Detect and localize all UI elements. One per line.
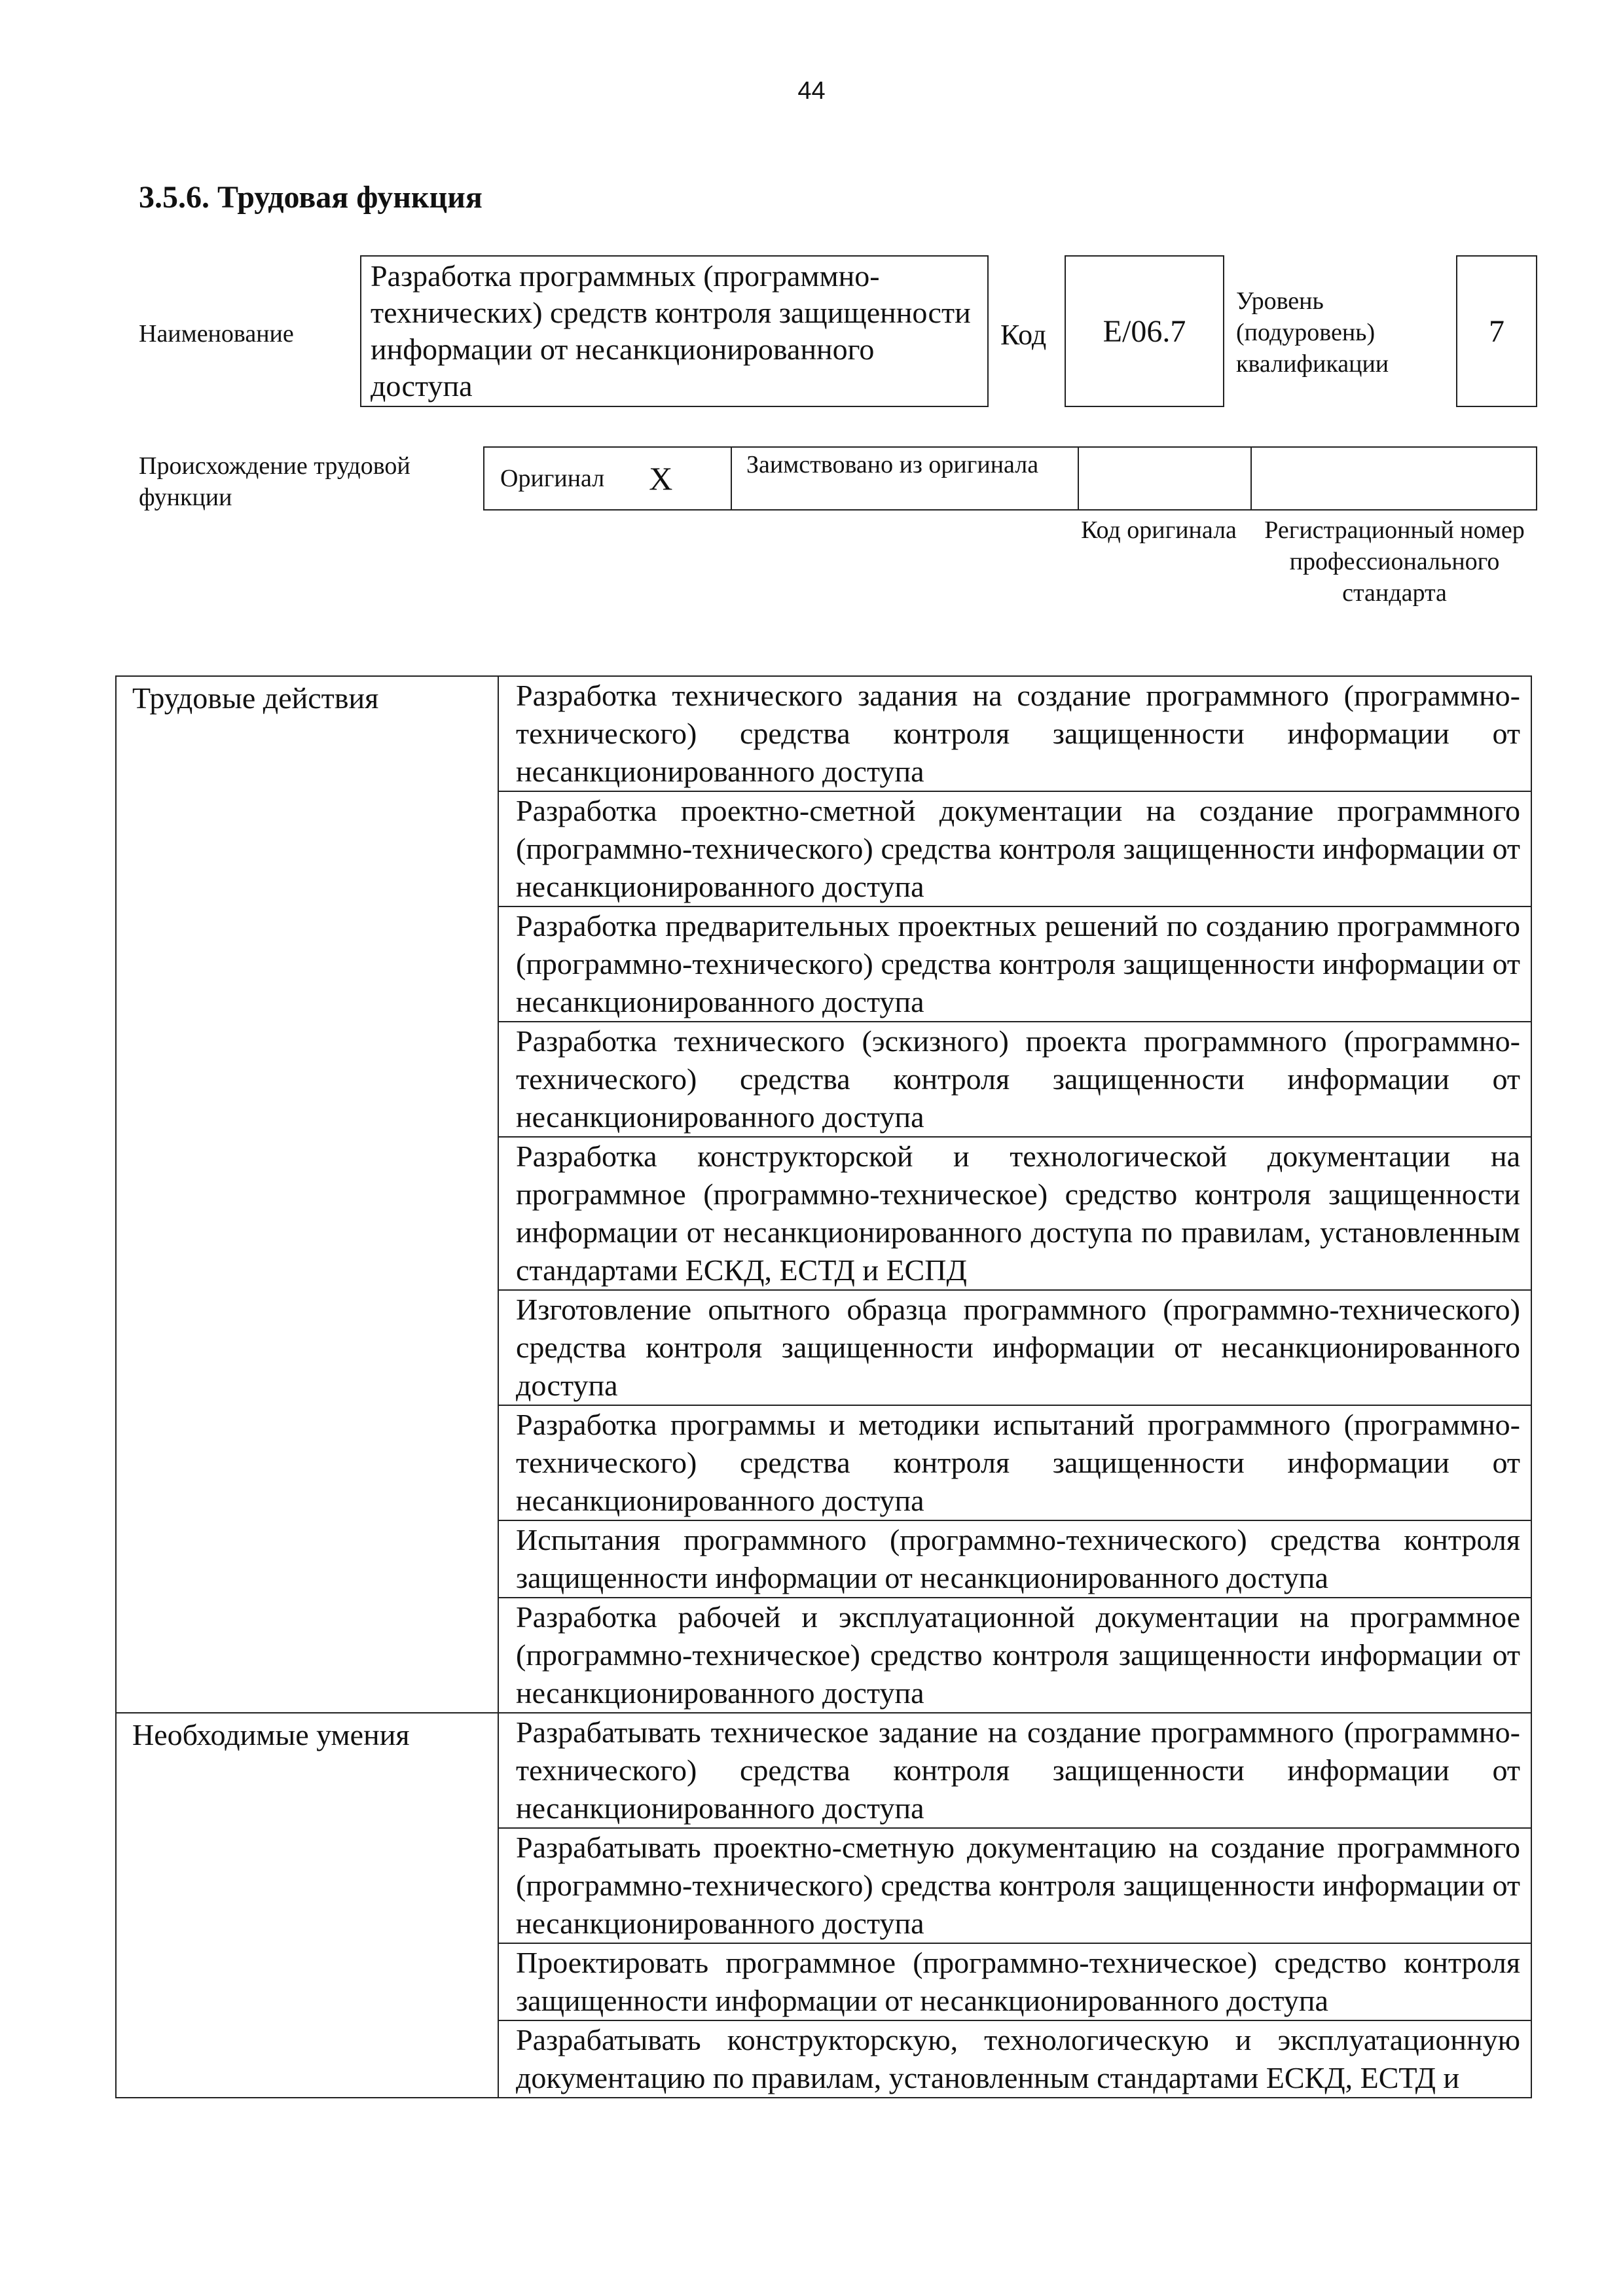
origin-table <box>483 446 1537 511</box>
section-item: Разработка технического (эскизного) проекта программного (программно-технического) средства контроля защищенности информации от несанкционированного доступа <box>498 1022 1531 1137</box>
labor-function-table <box>115 675 1532 2098</box>
origin-borrowed-cell <box>732 448 1079 509</box>
section-item: Проектировать программное (программно-техническое) средство контроля защищенности информации от несанкционированного доступа <box>498 1943 1531 2020</box>
original-code-label: Код оригинала <box>1081 516 1237 544</box>
section-title: 3.5.6. Трудовая функция <box>139 180 483 215</box>
name-label: Наименование <box>139 320 294 348</box>
original-label: Оригинал <box>500 465 605 492</box>
code-label: Код <box>1000 319 1047 351</box>
code-box <box>1065 255 1224 407</box>
table-row <box>116 1713 1531 1828</box>
origin-code-cell <box>1079 448 1252 509</box>
reg-number-label: Регистрационный номер профессионального стандарта <box>1264 516 1525 607</box>
code-value: E/06.7 <box>1103 314 1186 349</box>
section-item: Разработка предварительных проектных решений по созданию программного (программно-технического) средства контроля защищенности информации от несанкционированного доступа <box>498 906 1531 1022</box>
function-name-box <box>360 255 989 407</box>
level-value: 7 <box>1489 314 1504 349</box>
level-label: Уровень (подуровень) квалификации <box>1236 287 1389 378</box>
origin-label: Происхождение трудовой функции <box>139 452 410 511</box>
section-item: Разработка рабочей и эксплуатационной документации на программное (программно-техническое) средство контроля защищенности информации от несанкционированного доступа <box>498 1598 1531 1713</box>
level-box <box>1456 255 1537 407</box>
section-item: Испытания программного (программно-технического) средства контроля защищенности информации от несанкционированного доступа <box>498 1520 1531 1598</box>
origin-reg-number-cell <box>1252 448 1536 509</box>
section-item: Разработка программы и методики испытаний программного (программно-технического) средства контроля защищенности информации от несанкционированного доступа <box>498 1405 1531 1520</box>
section-item: Разрабатывать конструкторскую, технологическую и эксплуатационную документацию по правилам, установленным стандартами ЕСКД, ЕСТД и <box>498 2020 1531 2098</box>
section-title-cell: Необходимые умения <box>116 1713 498 2098</box>
borrowed-label: Заимствовано из оригинала <box>746 451 1039 478</box>
table-row <box>116 676 1531 791</box>
origin-original-cell <box>484 448 732 509</box>
section-item: Изготовление опытного образца программного (программно-технического) средства контроля защищенности информации от несанкционированного доступа <box>498 1290 1531 1405</box>
original-mark: X <box>649 460 673 497</box>
section-item: Разработка конструкторской и технологической документации на программное (программно-техническое) средство контроля защищенности информации от несанкционированного доступа по правилам, установленным стандартами ЕСКД, ЕСТД и ЕСПД <box>498 1137 1531 1290</box>
section-item: Разрабатывать проектно-сметную документацию на создание программного (программно-технического) средства контроля защищенности информации от несанкционированного доступа <box>498 1828 1531 1943</box>
function-name-value: Разработка программных (программно-технических) средств контроля защищенности информации от несанкционированного доступа <box>371 259 971 403</box>
page-number: 44 <box>797 77 826 105</box>
section-item: Разрабатывать техническое задание на создание программного (программно-технического) средства контроля защищенности информации от несанкционированного доступа <box>498 1713 1531 1828</box>
section-item: Разработка технического задания на создание программного (программно-технического) средства контроля защищенности информации от несанкционированного доступа <box>498 676 1531 791</box>
section-title-cell: Трудовые действия <box>116 676 498 1713</box>
section-item: Разработка проектно-сметной документации на создание программного (программно-технического) средства контроля защищенности информации от несанкционированного доступа <box>498 791 1531 906</box>
